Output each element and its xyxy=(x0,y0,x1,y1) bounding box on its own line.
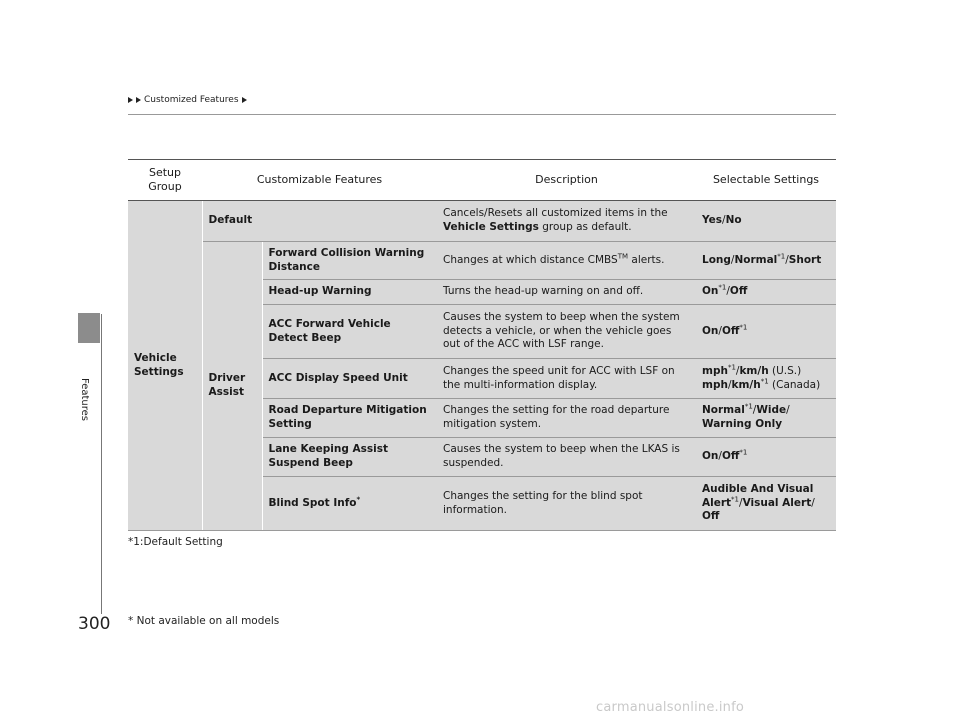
feature-name: Head-up Warning xyxy=(262,280,437,305)
feature-settings: On/Off$^{*1}$ xyxy=(696,305,836,359)
feature-settings: Yes/No xyxy=(696,201,836,242)
feature-settings: On$^{*1}$/Off xyxy=(696,280,836,305)
section-tab-marker xyxy=(78,313,100,343)
feature-description: Causes the system to beep when the system detects a vehicle, or when the vehicle goes out of the ACC with LSF range. xyxy=(437,305,696,359)
feature-description: Causes the system to beep when the LKAS is suspended. xyxy=(437,438,696,477)
feature-name: ACC Forward Vehicle Detect Beep xyxy=(262,305,437,359)
feature-description: Changes the setting for the blind spot information. xyxy=(437,477,696,531)
breadcrumb-arrow-icon xyxy=(136,97,141,103)
side-section-label: Features xyxy=(79,378,90,421)
breadcrumb-arrow-icon xyxy=(242,97,247,103)
feature-description: Turns the head-up warning on and off. xyxy=(437,280,696,305)
watermark: carmanualsonline.info xyxy=(596,700,745,715)
default-setting-footnote: *1:Default Setting xyxy=(128,536,223,548)
page-number: 300 xyxy=(78,614,111,634)
breadcrumb-section[interactable]: Customized Features xyxy=(144,95,239,105)
feature-settings: Long/Normal$^{*1}$/Short xyxy=(696,242,836,280)
header-features: Customizable Features xyxy=(202,160,437,201)
header-setup-group: Setup Group xyxy=(128,160,202,201)
feature-description: Changes the speed unit for ACC with LSF on the multi-information display. xyxy=(437,359,696,399)
feature-description: Changes the setting for the road departure mitigation system. xyxy=(437,399,696,438)
section-divider-line xyxy=(101,314,102,614)
feature-name: Road Departure Mitigation Setting xyxy=(262,399,437,438)
feature-name: Lane Keeping Assist Suspend Beep xyxy=(262,438,437,477)
header-settings: Selectable Settings xyxy=(696,160,836,201)
feature-name: Blind Spot Info* xyxy=(262,477,437,531)
feature-description: Cancels/Resets all customized items in the Vehicle Settings group as default. xyxy=(437,201,696,242)
table-row xyxy=(128,201,836,242)
table-row xyxy=(128,242,836,280)
group-vehicle-settings: Vehicle Settings xyxy=(128,201,202,531)
feature-name: ACC Display Speed Unit xyxy=(262,359,437,399)
feature-name: Default xyxy=(202,201,437,242)
group-driver-assist: Driver Assist xyxy=(202,242,262,531)
feature-settings: Audible And Visual Alert$^{*1}$/Visual Alert/ Off xyxy=(696,477,836,531)
header-rule xyxy=(128,114,836,115)
header-description: Description xyxy=(437,160,696,201)
breadcrumb xyxy=(128,95,247,105)
availability-note: * Not available on all models xyxy=(128,615,280,627)
table-header-row xyxy=(128,160,836,201)
feature-description: Changes at which distance CMBS™ alerts. xyxy=(437,242,696,280)
feature-settings: Normal$^{*1}$/Wide/ Warning Only xyxy=(696,399,836,438)
feature-name: Forward Collision Warning Distance xyxy=(262,242,437,280)
feature-settings: On/Off$^{*1}$ xyxy=(696,438,836,477)
customizable-features-table xyxy=(128,159,836,531)
feature-settings: mph$^{*1}$/km/h (U.S.) mph/$km/h^{*1}$ (Canada) xyxy=(696,359,836,399)
breadcrumb-arrow-icon xyxy=(128,97,133,103)
